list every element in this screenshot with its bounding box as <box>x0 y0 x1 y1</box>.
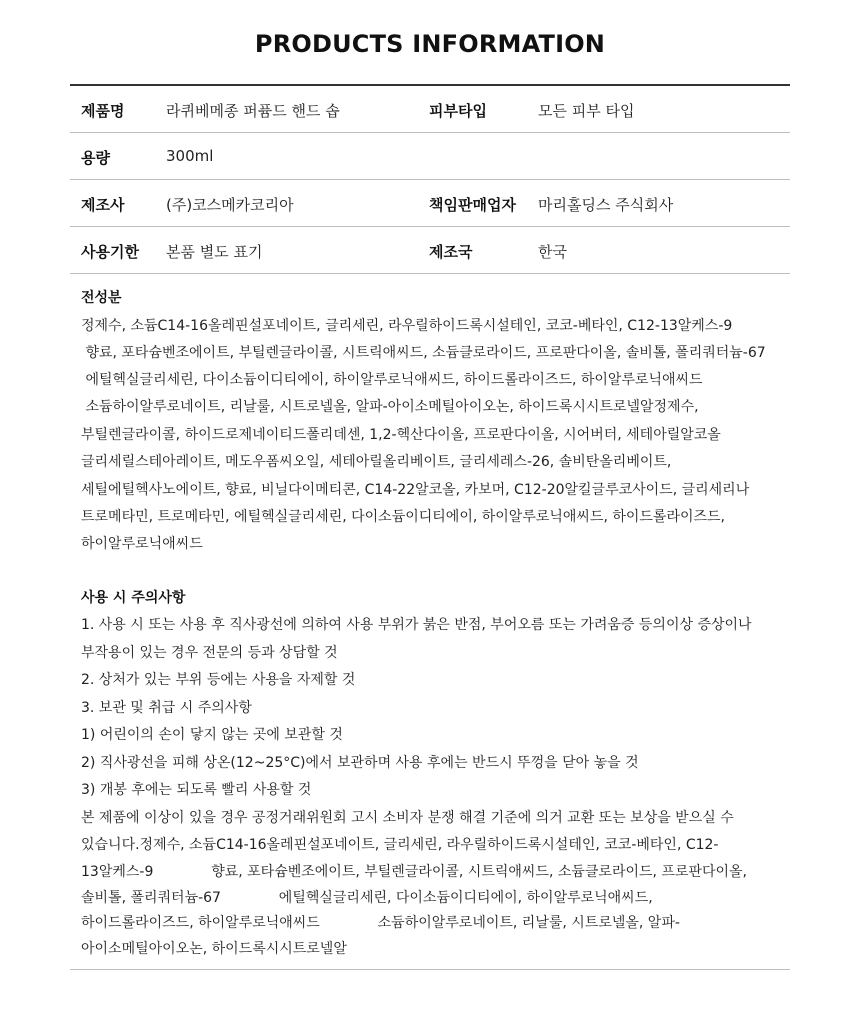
precautions-line: 본 제품에 이상이 있을 경우 공정거래위원회 고시 소비자 분쟁 해결 기준에 의거 교환 또는 보상을 받으실 수 <box>81 810 734 826</box>
precautions-line: 1. 사용 시 또는 사용 후 직사광선에 의하여 사용 부위가 붉은 반점, 부어오름 또는 가려움증 등의이상 증상이나 <box>81 617 752 633</box>
precautions-line: 있습니다.정제수, 소듐C14-16올레핀설포네이트, 글리세린, 라우릴하이드록시설테인, 코코-베타인, C12- <box>81 837 719 853</box>
table-row <box>70 180 790 227</box>
precautions-line: 부작용이 있는 경우 전문의 등과 상담할 것 <box>81 645 338 661</box>
precautions-line: 3) 개봉 후에는 되도록 빨리 사용할 것 <box>81 782 312 798</box>
expiry-label: 사용기한 <box>81 243 139 261</box>
volume-value: 300ml <box>166 147 214 165</box>
ingredients-line: 세틸에틸헥사노에이트, 향료, 비닐다이메티콘, C14-22알코올, 카보머, C12-20알킬글루코사이드, 글리세리나 <box>81 482 750 498</box>
manufacturer-label: 제조사 <box>81 196 125 214</box>
product-name-label: 제품명 <box>81 102 125 120</box>
expiry-value: 본품 별도 표기 <box>166 243 263 261</box>
precautions-line: 2) 직사광선을 피해 상온(12~25°C)에서 보관하며 사용 후에는 반드시 뚜껑을 닫아 놓을 것 <box>81 755 639 771</box>
page-title: PRODUCTS INFORMATION <box>254 30 606 58</box>
precautions-line: 하이드롤라이즈드, 하이알루로닉애씨드 소듐하이알루로네이트, 리날룰, 시트로넬올, 알파- <box>81 915 680 931</box>
ingredients-line: 트로메타민, 트로메타민, 에틸헥실글리세린, 다이소듐이디티에이, 하이알루로닉애씨드, 하이드롤라이즈드, <box>81 509 726 525</box>
precautions-line: 2. 상처가 있는 부위 등에는 사용을 자제할 것 <box>81 672 356 688</box>
ingredients-line: 에틸헥실글리세린, 다이소듐이디티에이, 하이알루로닉애씨드, 하이드롤라이즈드, 하이알루로닉애씨드 <box>81 372 703 388</box>
table-row <box>70 133 790 180</box>
table-row <box>70 86 790 133</box>
precautions-line: 13알케스-9 향료, 포타슘벤조에이트, 부틸렌글라이콜, 시트릭애씨드, 소듐클로라이드, 프로판다이올, <box>81 864 748 880</box>
precautions-line: 3. 보관 및 취급 시 주의사항 <box>81 700 252 716</box>
manufacturer-value: (주)코스메카코리아 <box>166 196 294 214</box>
origin-value: 한국 <box>538 243 567 261</box>
skin-type-label: 피부타입 <box>429 102 487 120</box>
precautions-line: 1) 어린이의 손이 닿지 않는 곳에 보관할 것 <box>81 727 343 743</box>
volume-label: 용량 <box>81 149 110 167</box>
skin-type-value: 모든 피부 타입 <box>538 102 635 120</box>
ingredients-title: 전성분 <box>81 290 122 306</box>
product-name-value: 라퀴베메종 퍼퓸드 핸드 솝 <box>166 102 340 120</box>
ingredients-line: 하이알루로닉애씨드 <box>81 536 203 552</box>
ingredients-line: 정제수, 소듐C14-16올레핀설포네이트, 글리세린, 라우릴하이드록시설테인, 코코-베타인, C12-13알케스-9 <box>81 318 733 334</box>
ingredients-line: 향료, 포타슘벤조에이트, 부틸렌글라이콜, 시트릭애씨드, 소듐클로라이드, 프로판다이올, 솔비톨, 폴리쿼터늄-67 <box>81 345 766 361</box>
ingredients-line: 소듐하이알루로네이트, 리날룰, 시트로넬올, 알파-아이소메틸아이오논, 하이드록시시트로넬알정제수, <box>81 399 699 415</box>
origin-label: 제조국 <box>429 243 473 261</box>
precautions-title: 사용 시 주의사항 <box>81 590 186 606</box>
distributor-label: 책임판매업자 <box>429 196 516 214</box>
distributor-value: 마리홀딩스 주식회사 <box>538 196 674 214</box>
bottom-divider <box>70 969 790 970</box>
product-info-table <box>70 84 790 274</box>
table-row <box>70 227 790 274</box>
ingredients-line: 글리세릴스테아레이트, 메도우폼씨오일, 세테아릴올리베이트, 글리세레스-26, 솔비탄올리베이트, <box>81 454 672 470</box>
precautions-line: 솔비톨, 폴리쿼터늄-67 에틸헥실글리세린, 다이소듐이디티에이, 하이알루로닉애씨드, <box>81 890 653 906</box>
precautions-line: 아이소메틸아이오논, 하이드록시시트로넬알 <box>81 941 347 957</box>
ingredients-line: 부틸렌글라이콜, 하이드로제네이티드폴리데센, 1,2-헥산다이올, 프로판다이올, 시어버터, 세테아릴알코올 <box>81 427 721 443</box>
